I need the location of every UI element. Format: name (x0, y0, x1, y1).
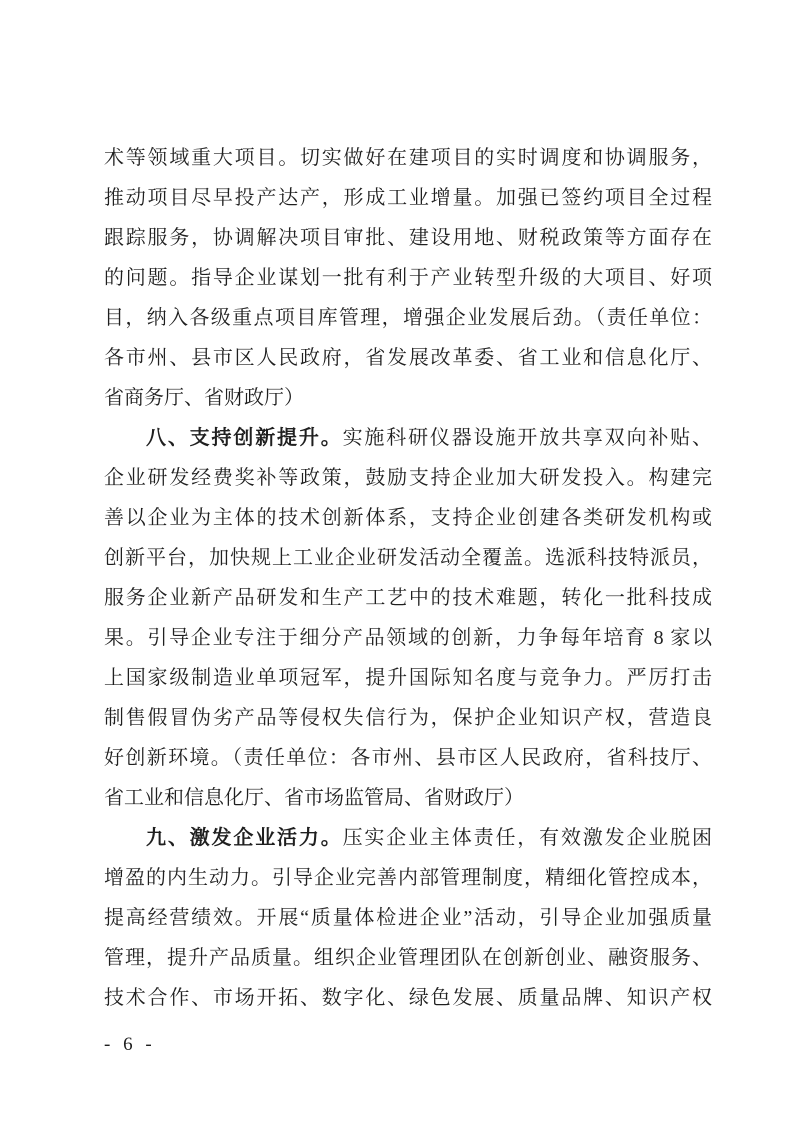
line-text: 上国家级制造业单项冠军，提升国际知名度与竞争力。严厉打击 (104, 667, 712, 689)
text-line (104, 938, 712, 978)
line-text: 各市州、县市区人民政府，省发展改革委、省工业和信息化厅、 (104, 347, 712, 369)
text-line (104, 978, 712, 1018)
line-text: 管理，提升产品质量。组织企业管理团队在创新创业、融资服务、 (104, 947, 712, 969)
line-text: 创新平台，加快规上工业企业研发活动全覆盖。选派科技特派员， (104, 547, 712, 569)
line-text: 的问题。指导企业谋划一批有利于产业转型升级的大项目、好项 (104, 267, 712, 289)
paragraph-section-9-stimulate-vitality (104, 818, 712, 1018)
text-line (104, 698, 712, 738)
line-text: 制售假冒伪劣产品等侵权失信行为，保护企业知识产权，营造良 (104, 707, 712, 729)
text-line (104, 138, 712, 178)
text-line (104, 498, 712, 538)
text-line (104, 378, 712, 418)
line-text: 术等领域重大项目。切实做好在建项目的实时调度和协调服务， (104, 147, 712, 169)
text-line (104, 458, 712, 498)
paragraph-section-8-support-innovation (104, 418, 712, 818)
text-line (104, 818, 712, 858)
line-text: 增盈的内生动力。引导企业完善内部管理制度，精细化管控成本， (104, 867, 712, 889)
line-text: 果。引导企业专注于细分产品领域的创新，力争每年培育 8 家以 (104, 627, 712, 649)
line-text: 压实企业主体责任，有效激发企业脱困 (342, 827, 712, 849)
line-text: 技术合作、市场开拓、数字化、绿色发展、质量品牌、知识产权 (104, 987, 712, 1009)
line-text: 省工业和信息化厅、省市场监管局、省财政厅） (104, 787, 524, 809)
line-text: 服务企业新产品研发和生产工艺中的技术难题，转化一批科技成 (104, 587, 712, 609)
text-line (104, 858, 712, 898)
line-text: 推动项目尽早投产达产，形成工业增量。加强已签约项目全过程 (104, 187, 712, 209)
line-text: 提高经营绩效。开展“质量体检进企业”活动，引导企业加强质量 (104, 907, 712, 929)
paragraph-project-support-continuation (104, 138, 712, 418)
text-line (104, 618, 712, 658)
text-line (104, 778, 712, 818)
line-text: 跟踪服务，协调解决项目审批、建设用地、财税政策等方面存在 (104, 227, 712, 249)
text-line (104, 658, 712, 698)
text-line (104, 418, 712, 458)
text-line (104, 218, 712, 258)
text-line (104, 538, 712, 578)
text-line (104, 578, 712, 618)
text-line (104, 178, 712, 218)
text-line (104, 298, 712, 338)
line-text: 目，纳入各级重点项目库管理，增强企业发展后劲。（责任单位： (104, 307, 712, 329)
text-line (104, 338, 712, 378)
page-number: - 6 - (104, 1034, 156, 1055)
section-heading: 八、支持创新提升。 (146, 427, 343, 449)
line-text: 实施科研仪器设施开放共享双向补贴、 (342, 427, 712, 449)
text-line (104, 898, 712, 938)
line-text: 企业研发经费奖补等政策，鼓励支持企业加大研发投入。构建完 (104, 467, 712, 489)
section-heading: 九、激发企业活力。 (146, 827, 343, 849)
document-body (104, 138, 712, 1018)
line-text: 省商务厅、省财政厅） (104, 387, 304, 409)
text-line (104, 738, 712, 778)
text-line (104, 258, 712, 298)
line-text: 好创新环境。（责任单位：各市州、县市区人民政府，省科技厅、 (104, 747, 712, 769)
line-text: 善以企业为主体的技术创新体系，支持企业创建各类研发机构或 (104, 507, 712, 529)
